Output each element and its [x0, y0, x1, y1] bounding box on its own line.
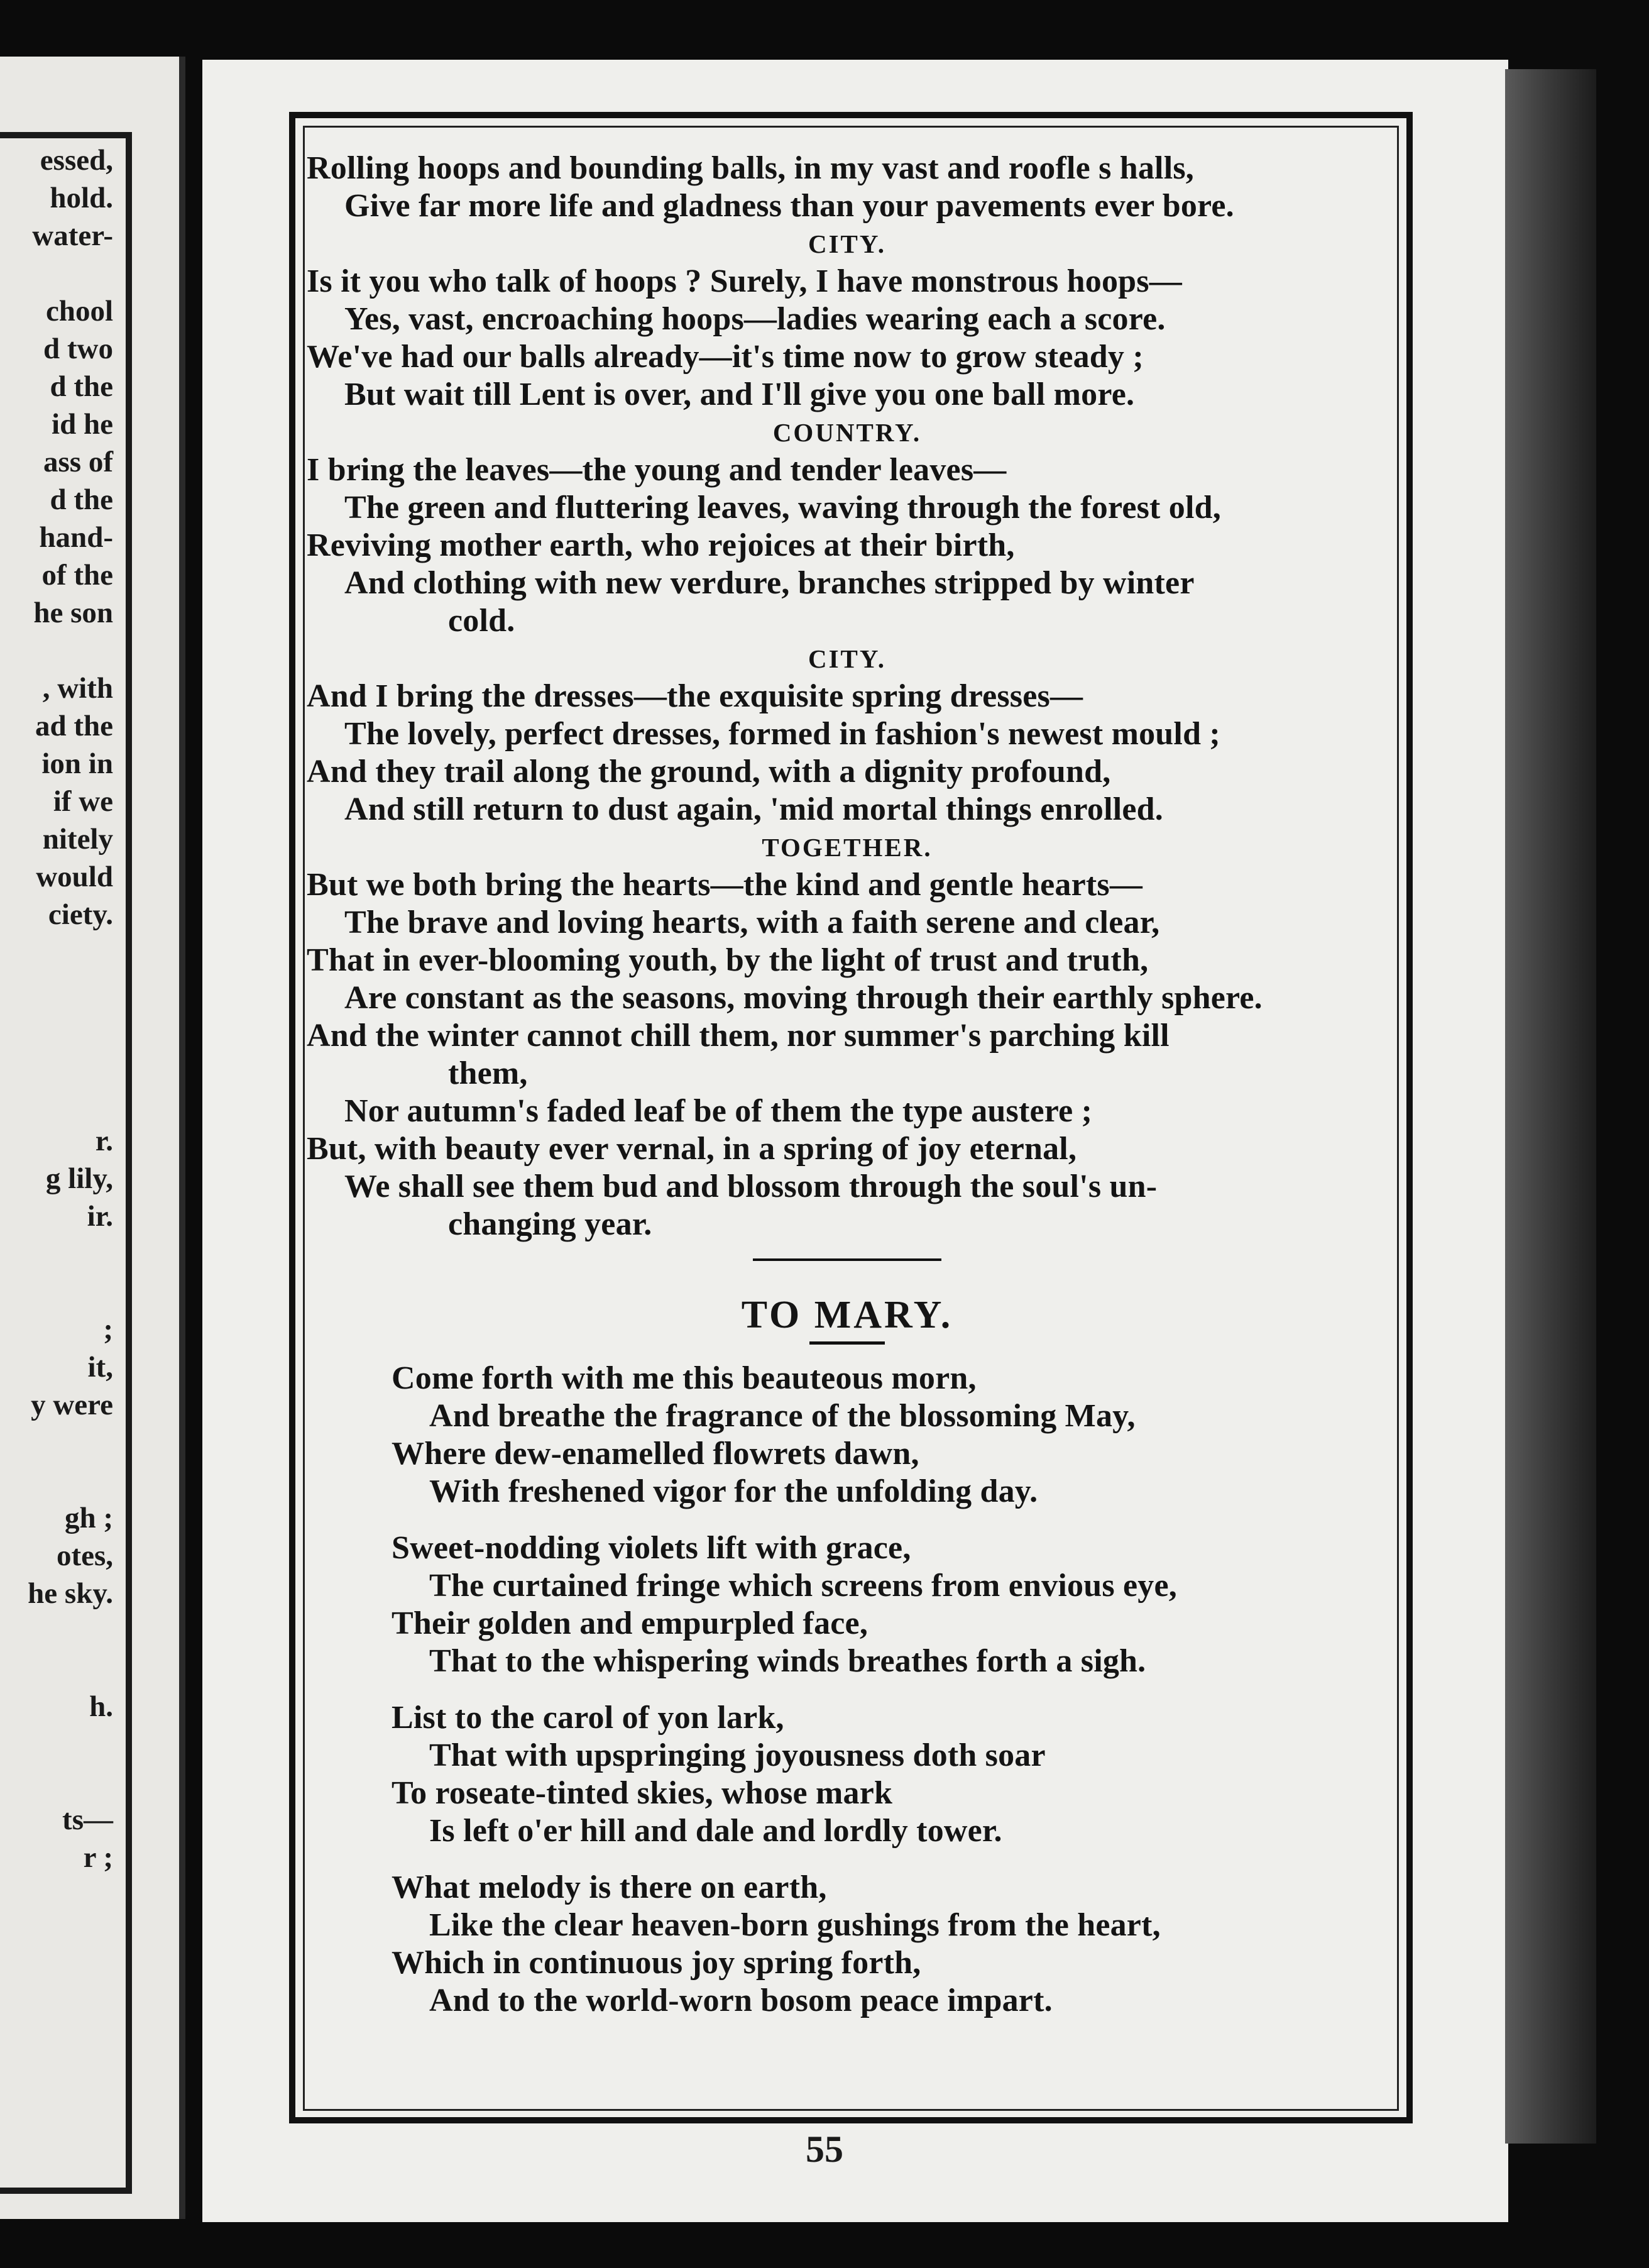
left-page-line: nitely	[42, 823, 113, 856]
verse-line: We've had our balls already—it's time now to grow steady ;	[307, 339, 1144, 375]
verse-line: Rolling hoops and bounding balls, in my vast and roofle s halls,	[307, 150, 1194, 186]
verse-line: We shall see them bud and blossom through the soul's un-	[344, 1169, 1158, 1204]
left-page-line: would	[36, 861, 113, 893]
verse-line: The curtained fringe which screens from envious eye,	[429, 1568, 1177, 1604]
poem-to-mary	[307, 1360, 1388, 2020]
left-page-line: of the	[41, 559, 113, 592]
verse-line: cold.	[448, 603, 515, 639]
left-page-text	[28, 141, 113, 1876]
left-page-line	[28, 632, 113, 669]
verse-line: them,	[448, 1055, 528, 1091]
poem-title: TO MARY.	[741, 1294, 953, 1336]
left-page-line: h.	[89, 1690, 113, 1723]
verse-line: changing year.	[448, 1206, 652, 1242]
left-page-line: , with	[42, 672, 113, 705]
left-page-line	[28, 933, 113, 971]
verse-line: That to the whispering winds breathes forth a sigh.	[429, 1643, 1146, 1679]
verse-line: That in ever-blooming youth, by the light of trust and truth,	[307, 942, 1149, 978]
verse-line: Give far more life and gladness than your pavements ever bore.	[344, 188, 1234, 224]
verse-line: And I bring the dresses—the exquisite spring dresses—	[307, 678, 1083, 714]
verse-line: To roseate-tinted skies, whose mark	[392, 1775, 893, 1811]
verse-line: That with upspringing joyousness doth soar	[429, 1737, 1046, 1773]
verse-line: And to the world-worn bosom peace impart.	[429, 1983, 1053, 2018]
left-page-line: he sky.	[28, 1577, 113, 1610]
verse-line: List to the carol of yon lark,	[392, 1700, 784, 1736]
speaker-heading: CITY.	[808, 644, 886, 673]
speaker-heading: TOGETHER.	[762, 833, 933, 862]
verse-line: The brave and loving hearts, with a faith serene and clear,	[344, 905, 1160, 940]
verse-line: Sweet-nodding violets lift with grace,	[392, 1530, 911, 1566]
left-page-line: y were	[31, 1389, 113, 1421]
left-page-line: hold.	[50, 182, 113, 214]
verse-line: And they trail along the ground, with a dignity profound,	[307, 754, 1111, 790]
left-page-line: ts—	[62, 1803, 113, 1836]
stanza-gap	[392, 1511, 1388, 1529]
stanza-gap	[392, 1850, 1388, 1869]
title-underline	[809, 1341, 885, 1345]
verse-line: Is left o'er hill and dale and lordly tower.	[429, 1813, 1002, 1849]
verse-line: Come forth with me this beauteous morn,	[392, 1360, 977, 1396]
verse-line: The green and fluttering leaves, waving through the forest old,	[344, 490, 1221, 526]
left-page-line: hand-	[39, 521, 113, 554]
dialogue-poem	[307, 150, 1388, 1243]
left-page-line	[28, 1763, 113, 1801]
left-page-line: ad the	[35, 710, 113, 742]
left-page-line: d the	[50, 370, 113, 403]
page-number: 55	[806, 2128, 843, 2170]
verse-line: Nor autumn's faded leaf be of them the type austere ;	[344, 1093, 1093, 1129]
separator-rule	[753, 1258, 941, 1261]
verse-line: Their golden and empurpled face,	[392, 1605, 868, 1641]
verse-line: And breathe the fragrance of the blossoming May,	[429, 1398, 1136, 1434]
left-page-line	[28, 971, 113, 1009]
speaker-heading: COUNTRY.	[772, 418, 922, 447]
verse-line: But, with beauty ever vernal, in a spring of joy eternal,	[307, 1131, 1077, 1167]
left-page-line: ir.	[87, 1200, 113, 1233]
verse-line: But we both bring the hearts—the kind and gentle hearts—	[307, 867, 1143, 903]
verse-line: Yes, vast, encroaching hoops—ladies wearing each a score.	[344, 301, 1166, 337]
left-page-line	[28, 1424, 113, 1462]
verse-line: Is it you who talk of hoops ? Surely, I have monstrous hoops—	[307, 263, 1182, 299]
verse-line: But wait till Lent is over, and I'll give you one ball more.	[344, 377, 1135, 412]
left-page-line: r ;	[83, 1841, 113, 1874]
speaker-heading: CITY.	[808, 229, 886, 258]
verse-line: And clothing with new verdure, branches stripped by winter	[344, 565, 1195, 601]
left-page-line: otes,	[56, 1539, 113, 1572]
verse-line: Like the clear heaven-born gushings from the heart,	[429, 1907, 1161, 1943]
left-page-line	[28, 1650, 113, 1688]
left-page-line: d the	[50, 483, 113, 516]
left-page-line: gh ;	[64, 1502, 113, 1534]
left-page-line: water-	[32, 219, 113, 252]
book-spine	[1505, 69, 1596, 2144]
left-page-line: chool	[45, 295, 113, 328]
left-page-line: it,	[87, 1351, 113, 1384]
verse-line: And the winter cannot chill them, nor summer's parching kill	[307, 1018, 1170, 1054]
left-page-line: ;	[103, 1313, 113, 1346]
left-page-line	[28, 1462, 113, 1499]
verse-line: Are constant as the seasons, moving through their earthly sphere.	[344, 980, 1263, 1016]
verse-line: And still return to dust again, 'mid mortal things enrolled.	[344, 791, 1163, 827]
verse-line: With freshened vigor for the unfolding day.	[429, 1473, 1038, 1509]
left-page-line: if we	[53, 785, 113, 818]
left-page-line: id he	[52, 408, 113, 441]
left-page-line: r.	[95, 1125, 113, 1157]
left-page-line	[28, 1084, 113, 1122]
verse-line: Which in continuous joy spring forth,	[392, 1945, 921, 1981]
left-page-line	[28, 1612, 113, 1650]
left-page-line	[28, 1047, 113, 1084]
verse-line: Reviving mother earth, who rejoices at their birth,	[307, 527, 1015, 563]
left-page-line: ion in	[41, 747, 113, 780]
verse-line: What melody is there on earth,	[392, 1869, 827, 1905]
left-page	[0, 57, 185, 2219]
left-page-line: ass of	[43, 446, 113, 478]
left-page-line	[28, 1726, 113, 1763]
verse-line: Where dew-enamelled flowrets dawn,	[392, 1436, 919, 1472]
verse-line: The lovely, perfect dresses, formed in fashion's newest mould ;	[344, 716, 1220, 752]
left-page-line	[28, 255, 113, 292]
left-page-line: essed,	[40, 144, 113, 177]
left-page-line: g lily,	[45, 1162, 113, 1195]
text-block	[307, 150, 1388, 2020]
left-page-line	[28, 1273, 113, 1311]
left-page-line	[28, 1235, 113, 1273]
left-page-line	[28, 1009, 113, 1047]
left-page-line: d two	[43, 333, 113, 365]
stanza-gap	[392, 1680, 1388, 1699]
left-page-line: ciety.	[48, 898, 113, 931]
left-page-line: he son	[33, 597, 113, 629]
verse-line: I bring the leaves—the young and tender leaves—	[307, 452, 1007, 488]
